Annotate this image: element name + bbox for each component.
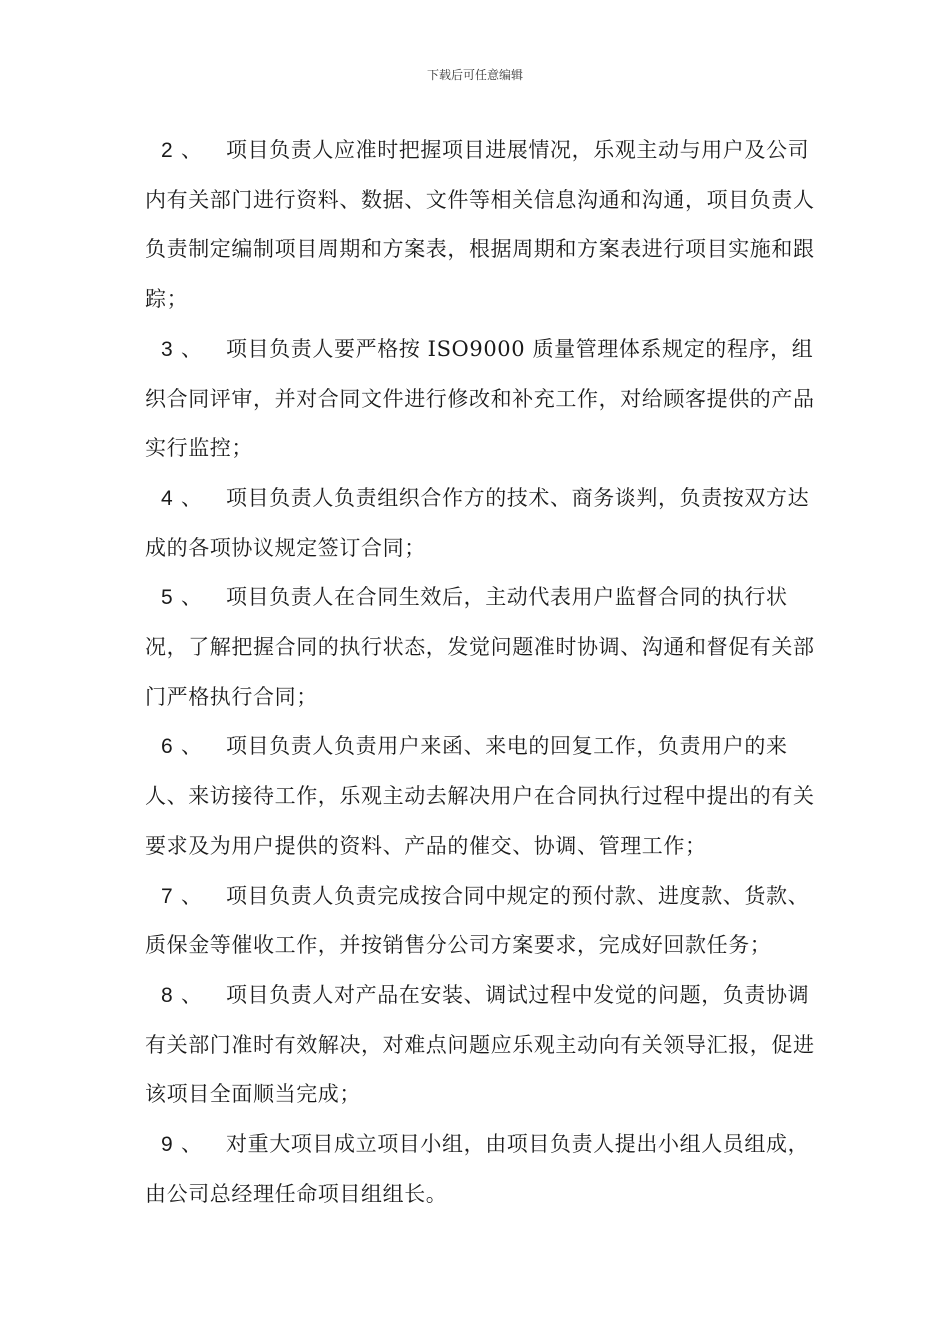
list-item [145,722,820,871]
list-item [145,126,820,325]
item-separator: 、 [181,1132,203,1157]
item-number: 5 [161,586,174,610]
item-text: 项目负责人对产品在安装、调试过程中发觉的问题，负责协调有关部门准时有效解决，对难点问题应乐观主动向有关领导汇报，促进该项目全面顺当完成； [145,982,815,1107]
item-separator: 、 [181,734,203,759]
item-number: 3 [161,337,174,361]
item-text: 项目负责人负责用户来函、来电的回复工作，负责用户的来人、来访接待工作，乐观主动去解决用户在合同执行过程中提出的有关要求及为用户提供的资料、产品的催交、协调、管理工作； [145,734,815,858]
item-text: 项目负责人在合同生效后，主动代表用户监督合同的执行状况，了解把握合同的执行状态，发觉问题准时协调、沟通和督促有关部门严格执行合同； [145,585,815,709]
item-separator: 、 [181,485,203,510]
page-header: 下载后可任意编辑 [426,68,523,82]
item-number: 9 [161,1133,174,1157]
item-separator: 、 [181,883,203,908]
item-number: 6 [161,735,174,759]
item-number: 7 [161,884,174,908]
list-item [145,1120,820,1219]
document-body [145,126,820,1219]
item-number: 2 [161,139,174,162]
list-item [145,971,820,1120]
item-text: 项目负责人要严格按 ISO9000 质量管理体系规定的程序，组织合同评审，并对合同文件进行修改和补充工作，对给顾客提供的产品实行监控； [145,336,815,461]
item-text: 项目负责人负责组织合作方的技术、商务谈判，负责按双方达成的各项协议规定签订合同； [145,485,810,560]
item-number: 8 [161,983,174,1007]
item-separator: 、 [181,336,203,361]
list-item [145,872,820,971]
item-separator: 、 [181,585,203,610]
item-number: 4 [161,486,174,510]
item-separator: 、 [181,982,203,1007]
list-item [145,325,820,474]
list-item [145,474,820,573]
item-text: 项目负责人应准时把握项目进展情况，乐观主动与用户及公司内有关部门进行资料、数据、文件等相关信息沟通和沟通，项目负责人负责制定编制项目周期和方案表，根据周期和方案表进行项目实施和跟踪； [145,138,815,312]
item-text: 项目负责人负责完成按合同中规定的预付款、进度款、货款、质保金等催收工作，并按销售分公司方案要求，完成好回款任务； [145,883,810,958]
item-separator: 、 [181,138,203,162]
list-item [145,573,820,722]
item-text: 对重大项目成立项目小组，由项目负责人提出小组人员组成，由公司总经理任命项目组组长。 [145,1132,810,1206]
